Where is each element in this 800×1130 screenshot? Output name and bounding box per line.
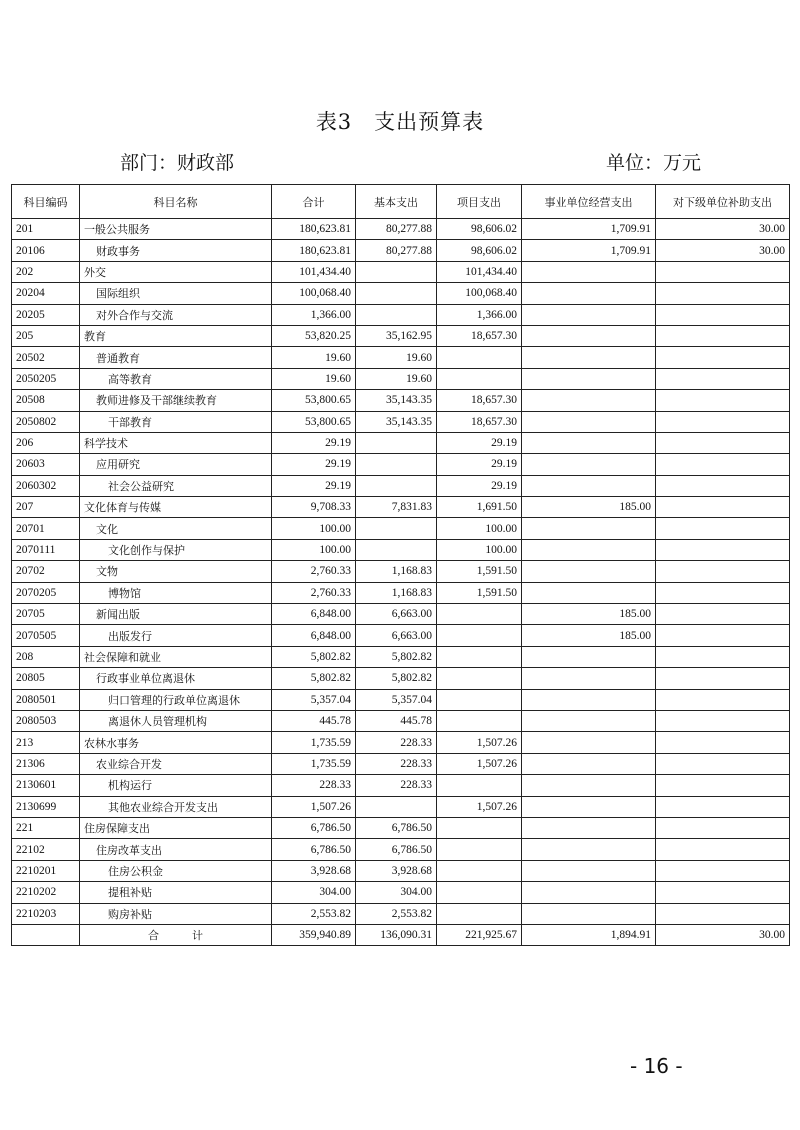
cell-basic (356, 304, 437, 325)
cell-code: 20701 (12, 518, 80, 539)
cell-code: 20205 (12, 304, 80, 325)
col-header-business: 事业单位经营支出 (522, 185, 656, 219)
cell-basic: 228.33 (356, 753, 437, 774)
cell-total: 6,786.50 (272, 839, 356, 860)
table-row (12, 219, 790, 240)
cell-subsidy (656, 304, 790, 325)
cell-total: 100.00 (272, 518, 356, 539)
cell-project (437, 882, 522, 903)
table-row (12, 817, 790, 838)
cell-name: 高等教育 (80, 368, 272, 389)
cell-subsidy (656, 283, 790, 304)
cell-project (437, 817, 522, 838)
cell-business: 185.00 (522, 604, 656, 625)
cell-name: 其他农业综合开发支出 (80, 796, 272, 817)
cell-project: 98,606.02 (437, 240, 522, 261)
cell-code: 20705 (12, 604, 80, 625)
cell-basic (356, 261, 437, 282)
cell-project (437, 368, 522, 389)
cell-name: 归口管理的行政单位离退休 (80, 689, 272, 710)
col-header-basic: 基本支出 (356, 185, 437, 219)
cell-name: 社会保障和就业 (80, 646, 272, 667)
cell-total: 228.33 (272, 775, 356, 796)
cell-total: 5,802.82 (272, 668, 356, 689)
cell-project: 1,507.26 (437, 732, 522, 753)
cell-basic (356, 539, 437, 560)
cell-total: 304.00 (272, 882, 356, 903)
cell-basic: 5,357.04 (356, 689, 437, 710)
cell-total: 180,623.81 (272, 219, 356, 240)
cell-project (437, 625, 522, 646)
cell-total: 53,800.65 (272, 390, 356, 411)
cell-total: 9,708.33 (272, 497, 356, 518)
cell-business (522, 646, 656, 667)
cell-subsidy (656, 903, 790, 924)
cell-business (522, 796, 656, 817)
table-row (12, 903, 790, 924)
cell-basic: 19.60 (356, 347, 437, 368)
cell-basic (356, 475, 437, 496)
cell-subsidy (656, 582, 790, 603)
table-row (12, 732, 790, 753)
cell-project (437, 646, 522, 667)
table-row (12, 539, 790, 560)
cell-project (437, 710, 522, 731)
cell-business (522, 325, 656, 346)
cell-subsidy (656, 796, 790, 817)
cell-project: 98,606.02 (437, 219, 522, 240)
cell-code: 2070205 (12, 582, 80, 603)
table-row (12, 454, 790, 475)
cell-total: 29.19 (272, 454, 356, 475)
cell-name: 对外合作与交流 (80, 304, 272, 325)
cell-subsidy (656, 561, 790, 582)
cell-subsidy (656, 432, 790, 453)
page-number: - 16 - (630, 1054, 683, 1078)
cell-subsidy (656, 710, 790, 731)
cell-name: 国际组织 (80, 283, 272, 304)
cell-subsidy (656, 689, 790, 710)
cell-basic: 6,786.50 (356, 817, 437, 838)
cell-subsidy (656, 604, 790, 625)
cell-code: 221 (12, 817, 80, 838)
cell-business (522, 561, 656, 582)
cell-basic: 5,802.82 (356, 668, 437, 689)
cell-total: 53,800.65 (272, 411, 356, 432)
cell-subsidy (656, 325, 790, 346)
cell-total: 2,760.33 (272, 582, 356, 603)
cell-subsidy (656, 261, 790, 282)
cell-total: 1,507.26 (272, 796, 356, 817)
cell-project: 1,507.26 (437, 753, 522, 774)
cell-total: 2,553.82 (272, 903, 356, 924)
cell-project: 100,068.40 (437, 283, 522, 304)
cell-basic: 6,786.50 (356, 839, 437, 860)
cell-name: 住房保障支出 (80, 817, 272, 838)
table-row (12, 860, 790, 881)
cell-project: 18,657.30 (437, 390, 522, 411)
cell-name: 博物馆 (80, 582, 272, 603)
department-label: 部门：财政部 (120, 152, 235, 174)
cell-basic (356, 518, 437, 539)
cell-subsidy (656, 817, 790, 838)
cell-project (437, 860, 522, 881)
cell-project: 100.00 (437, 539, 522, 560)
table-row (12, 689, 790, 710)
cell-name: 出版发行 (80, 625, 272, 646)
cell-code: 20508 (12, 390, 80, 411)
table-row (12, 625, 790, 646)
cell-total: 3,928.68 (272, 860, 356, 881)
cell-basic (356, 796, 437, 817)
cell-name: 文化创作与保护 (80, 539, 272, 560)
cell-name: 财政事务 (80, 240, 272, 261)
cell-business (522, 668, 656, 689)
cell-name: 文物 (80, 561, 272, 582)
cell-basic: 19.60 (356, 368, 437, 389)
cell-name: 住房公积金 (80, 860, 272, 881)
cell-total: 1,735.59 (272, 753, 356, 774)
cell-code: 2210203 (12, 903, 80, 924)
cell-basic: 228.33 (356, 775, 437, 796)
cell-name: 机构运行 (80, 775, 272, 796)
cell-name: 购房补贴 (80, 903, 272, 924)
cell-business (522, 753, 656, 774)
cell-code: 2080503 (12, 710, 80, 731)
cell-code: 2070505 (12, 625, 80, 646)
cell-code: 20502 (12, 347, 80, 368)
table-row (12, 283, 790, 304)
cell-basic: 6,663.00 (356, 604, 437, 625)
cell-total: 6,848.00 (272, 604, 356, 625)
cell-business (522, 261, 656, 282)
table-row (12, 710, 790, 731)
table-title: 表3 支出预算表 (315, 110, 485, 134)
table-row (12, 432, 790, 453)
cell-project: 1,591.50 (437, 561, 522, 582)
cell-total: 29.19 (272, 475, 356, 496)
table-row (12, 347, 790, 368)
cell-business (522, 689, 656, 710)
cell-code: 22102 (12, 839, 80, 860)
cell-total: 1,735.59 (272, 732, 356, 753)
cell-code: 2050205 (12, 368, 80, 389)
cell-basic: 2,553.82 (356, 903, 437, 924)
cell-name: 教育 (80, 325, 272, 346)
cell-project: 100.00 (437, 518, 522, 539)
cell-subsidy (656, 839, 790, 860)
totals-business: 1,894.91 (522, 924, 656, 945)
cell-subsidy (656, 753, 790, 774)
cell-name: 文化 (80, 518, 272, 539)
totals-project: 221,925.67 (437, 924, 522, 945)
cell-code: 2130601 (12, 775, 80, 796)
cell-basic: 6,663.00 (356, 625, 437, 646)
totals-code-cell (12, 924, 80, 945)
cell-total: 1,366.00 (272, 304, 356, 325)
cell-basic: 80,277.88 (356, 240, 437, 261)
cell-business (522, 347, 656, 368)
col-header-code: 科目编码 (12, 185, 80, 219)
cell-total: 100.00 (272, 539, 356, 560)
cell-name: 科学技术 (80, 432, 272, 453)
cell-project: 18,657.30 (437, 411, 522, 432)
cell-business (522, 411, 656, 432)
cell-subsidy (656, 625, 790, 646)
cell-code: 207 (12, 497, 80, 518)
cell-business: 185.00 (522, 497, 656, 518)
cell-subsidy (656, 390, 790, 411)
cell-code: 202 (12, 261, 80, 282)
cell-total: 180,623.81 (272, 240, 356, 261)
cell-name: 提租补贴 (80, 882, 272, 903)
cell-total: 5,802.82 (272, 646, 356, 667)
cell-business (522, 432, 656, 453)
totals-label: 合 计 (80, 924, 272, 945)
cell-subsidy (656, 475, 790, 496)
cell-name: 文化体育与传媒 (80, 497, 272, 518)
cell-total: 6,786.50 (272, 817, 356, 838)
table-row (12, 561, 790, 582)
cell-code: 2060302 (12, 475, 80, 496)
cell-subsidy (656, 518, 790, 539)
cell-project: 1,691.50 (437, 497, 522, 518)
col-header-name: 科目名称 (80, 185, 272, 219)
cell-business (522, 475, 656, 496)
table-row (12, 497, 790, 518)
table-row (12, 390, 790, 411)
cell-business (522, 518, 656, 539)
cell-name: 住房改革支出 (80, 839, 272, 860)
cell-code: 2050802 (12, 411, 80, 432)
cell-business (522, 390, 656, 411)
table-row (12, 882, 790, 903)
header-row (12, 185, 790, 219)
cell-basic: 7,831.83 (356, 497, 437, 518)
cell-business: 1,709.91 (522, 219, 656, 240)
cell-project: 29.19 (437, 432, 522, 453)
cell-basic: 35,143.35 (356, 390, 437, 411)
cell-business (522, 582, 656, 603)
cell-name: 农林水事务 (80, 732, 272, 753)
cell-project (437, 689, 522, 710)
cell-basic (356, 432, 437, 453)
totals-subsidy: 30.00 (656, 924, 790, 945)
totals-row (12, 924, 790, 945)
table-row (12, 796, 790, 817)
cell-code: 2080501 (12, 689, 80, 710)
cell-name: 一般公共服务 (80, 219, 272, 240)
table-row (12, 261, 790, 282)
cell-name: 离退休人员管理机构 (80, 710, 272, 731)
cell-project: 1,366.00 (437, 304, 522, 325)
cell-total: 2,760.33 (272, 561, 356, 582)
cell-code: 20603 (12, 454, 80, 475)
cell-basic: 35,162.95 (356, 325, 437, 346)
cell-name: 社会公益研究 (80, 475, 272, 496)
cell-code: 2070111 (12, 539, 80, 560)
cell-code: 213 (12, 732, 80, 753)
table-row (12, 411, 790, 432)
cell-subsidy (656, 539, 790, 560)
cell-project: 101,434.40 (437, 261, 522, 282)
cell-business (522, 304, 656, 325)
cell-basic (356, 454, 437, 475)
cell-code: 201 (12, 219, 80, 240)
cell-subsidy (656, 882, 790, 903)
cell-business: 1,709.91 (522, 240, 656, 261)
table-row (12, 775, 790, 796)
cell-project: 1,507.26 (437, 796, 522, 817)
cell-name: 行政事业单位离退休 (80, 668, 272, 689)
cell-total: 19.60 (272, 368, 356, 389)
cell-code: 20702 (12, 561, 80, 582)
cell-code: 206 (12, 432, 80, 453)
col-header-subsidy: 对下级单位补助支出 (656, 185, 790, 219)
cell-business (522, 860, 656, 881)
cell-name: 教师进修及干部继续教育 (80, 390, 272, 411)
cell-name: 应用研究 (80, 454, 272, 475)
cell-business (522, 882, 656, 903)
cell-business (522, 454, 656, 475)
cell-business (522, 775, 656, 796)
table-row (12, 604, 790, 625)
table-row (12, 753, 790, 774)
cell-total: 100,068.40 (272, 283, 356, 304)
table-row (12, 368, 790, 389)
cell-subsidy (656, 668, 790, 689)
table-row (12, 668, 790, 689)
cell-total: 101,434.40 (272, 261, 356, 282)
table-row (12, 304, 790, 325)
col-header-total: 合计 (272, 185, 356, 219)
cell-project: 18,657.30 (437, 325, 522, 346)
cell-total: 6,848.00 (272, 625, 356, 646)
table-row (12, 518, 790, 539)
cell-basic: 5,802.82 (356, 646, 437, 667)
cell-code: 208 (12, 646, 80, 667)
table-row (12, 646, 790, 667)
cell-business (522, 710, 656, 731)
cell-business (522, 839, 656, 860)
cell-project (437, 839, 522, 860)
totals-total: 359,940.89 (272, 924, 356, 945)
cell-business (522, 817, 656, 838)
cell-project (437, 668, 522, 689)
cell-basic (356, 283, 437, 304)
cell-project: 1,591.50 (437, 582, 522, 603)
cell-basic: 3,928.68 (356, 860, 437, 881)
cell-business (522, 283, 656, 304)
cell-basic: 228.33 (356, 732, 437, 753)
cell-subsidy (656, 454, 790, 475)
cell-basic: 445.78 (356, 710, 437, 731)
table-row (12, 240, 790, 261)
cell-name: 外交 (80, 261, 272, 282)
cell-business (522, 732, 656, 753)
cell-total: 19.60 (272, 347, 356, 368)
cell-basic: 1,168.83 (356, 561, 437, 582)
cell-subsidy: 30.00 (656, 219, 790, 240)
cell-business (522, 903, 656, 924)
budget-table (11, 184, 790, 946)
cell-project (437, 775, 522, 796)
cell-business: 185.00 (522, 625, 656, 646)
cell-name: 普通教育 (80, 347, 272, 368)
cell-code: 20106 (12, 240, 80, 261)
cell-name: 农业综合开发 (80, 753, 272, 774)
cell-total: 5,357.04 (272, 689, 356, 710)
cell-code: 2210202 (12, 882, 80, 903)
cell-subsidy (656, 411, 790, 432)
unit-label: 单位：万元 (606, 152, 702, 174)
cell-code: 20805 (12, 668, 80, 689)
cell-subsidy (656, 646, 790, 667)
cell-code: 205 (12, 325, 80, 346)
cell-business (522, 368, 656, 389)
cell-subsidy (656, 732, 790, 753)
cell-project (437, 347, 522, 368)
cell-subsidy: 30.00 (656, 240, 790, 261)
cell-subsidy (656, 497, 790, 518)
table-row (12, 582, 790, 603)
table-row (12, 839, 790, 860)
cell-basic: 1,168.83 (356, 582, 437, 603)
cell-subsidy (656, 368, 790, 389)
cell-code: 2210201 (12, 860, 80, 881)
cell-project (437, 604, 522, 625)
cell-name: 新闻出版 (80, 604, 272, 625)
cell-total: 29.19 (272, 432, 356, 453)
cell-code: 2130699 (12, 796, 80, 817)
cell-business (522, 539, 656, 560)
cell-subsidy (656, 775, 790, 796)
cell-total: 445.78 (272, 710, 356, 731)
cell-basic: 304.00 (356, 882, 437, 903)
table-row (12, 325, 790, 346)
table-row (12, 475, 790, 496)
cell-project: 29.19 (437, 454, 522, 475)
cell-code: 20204 (12, 283, 80, 304)
cell-basic: 35,143.35 (356, 411, 437, 432)
cell-name: 干部教育 (80, 411, 272, 432)
totals-basic: 136,090.31 (356, 924, 437, 945)
cell-subsidy (656, 347, 790, 368)
cell-code: 21306 (12, 753, 80, 774)
cell-project (437, 903, 522, 924)
cell-total: 53,820.25 (272, 325, 356, 346)
col-header-project: 项目支出 (437, 185, 522, 219)
cell-subsidy (656, 860, 790, 881)
cell-project: 29.19 (437, 475, 522, 496)
cell-basic: 80,277.88 (356, 219, 437, 240)
